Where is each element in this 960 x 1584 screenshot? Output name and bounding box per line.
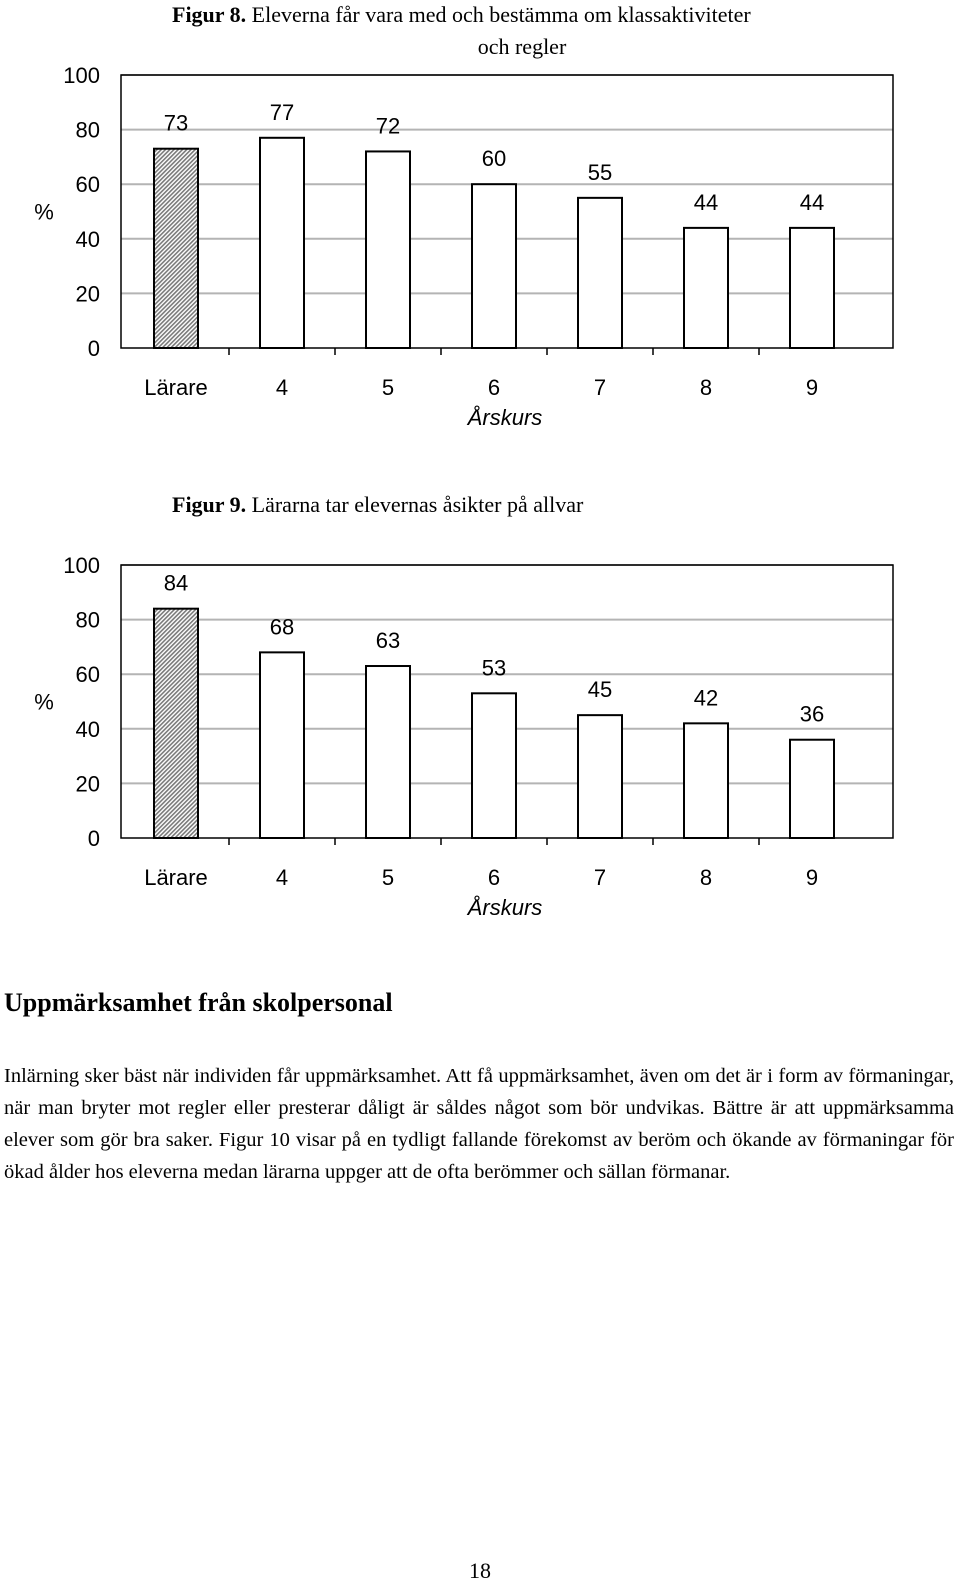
y-tick-label: 60 — [75, 662, 100, 688]
bar-4 — [260, 652, 304, 838]
y-tick-label: 40 — [75, 716, 100, 742]
data-label: 84 — [163, 570, 189, 596]
x-axis-label: Årskurs — [467, 405, 543, 430]
data-label: 72 — [375, 113, 401, 139]
data-label: 55 — [587, 159, 613, 185]
data-label: 45 — [587, 677, 613, 703]
chart-title-prefix: Figur 9. — [172, 492, 252, 517]
x-tick-label: 7 — [593, 865, 607, 890]
y-tick-label: 60 — [75, 172, 100, 198]
bar-7 — [578, 715, 622, 838]
x-axis-label: Årskurs — [467, 895, 543, 920]
data-label: 68 — [269, 614, 295, 640]
y-axis-label: % — [34, 199, 54, 225]
data-label: 77 — [269, 99, 295, 125]
bar-9 — [790, 740, 834, 838]
x-tick-label: 5 — [381, 865, 395, 890]
bar-4 — [260, 138, 304, 348]
y-tick-label: 80 — [75, 607, 100, 633]
data-label: 36 — [799, 701, 825, 727]
y-axis-label: % — [34, 689, 54, 715]
x-tick-label: 4 — [275, 375, 289, 400]
bar-6 — [472, 693, 516, 838]
data-label: 42 — [693, 685, 719, 711]
x-tick-label: Lärare — [144, 865, 208, 890]
chart-title — [172, 492, 584, 517]
bar-9 — [790, 228, 834, 348]
y-tick-label: 0 — [87, 336, 100, 361]
bar-5 — [366, 666, 410, 838]
y-tick-label: 20 — [75, 771, 100, 797]
chart-title-line: Eleverna får vara med och bestämma om klassaktiviteter — [251, 2, 751, 27]
data-label: 53 — [481, 655, 507, 681]
x-tick-label: 9 — [805, 375, 819, 400]
bar-larare — [154, 609, 198, 838]
chart-figur-8 — [0, 0, 960, 440]
y-tick-label: 0 — [87, 826, 100, 851]
bar-6 — [472, 184, 516, 348]
y-tick-label: 20 — [75, 281, 100, 307]
data-label: 73 — [163, 110, 189, 136]
data-label: 44 — [799, 189, 825, 215]
chart-figur-9 — [0, 490, 960, 930]
x-tick-label: 8 — [699, 375, 713, 400]
page-number: 18 — [469, 1558, 491, 1583]
chart-title — [172, 2, 751, 27]
x-tick-label: 6 — [487, 375, 501, 400]
y-tick-label: 100 — [63, 63, 100, 88]
chart-title-prefix: Figur 8. — [172, 2, 252, 27]
bar-7 — [578, 198, 622, 348]
bar-8 — [684, 228, 728, 348]
chart-title-line: Lärarna tar elevernas åsikter på allvar — [251, 492, 584, 517]
x-tick-label: 9 — [805, 865, 819, 890]
bar-larare — [154, 149, 198, 348]
y-tick-label: 100 — [63, 553, 100, 578]
x-tick-label: 8 — [699, 865, 713, 890]
bar-8 — [684, 723, 728, 838]
x-tick-label: 4 — [275, 865, 289, 890]
y-tick-label: 80 — [75, 117, 100, 143]
section-heading: Uppmärksamhet från skolpersonal — [4, 988, 393, 1017]
data-label: 63 — [375, 628, 401, 654]
chart-title-line-2: och regler — [477, 34, 567, 59]
data-label: 60 — [481, 146, 507, 172]
y-tick-label: 40 — [75, 226, 100, 252]
bar-5 — [366, 151, 410, 348]
x-tick-label: Lärare — [144, 375, 208, 400]
x-tick-label: 6 — [487, 865, 501, 890]
x-tick-label: 5 — [381, 375, 395, 400]
body-paragraph: Inlärning sker bäst när individen får uppmärksamhet. Att få uppmärksamhet, även om det är i form av förmaningar, när man bryter mot regler eller presterar dåligt är såldes något som bör undvikas. Bättre är att uppmärksamma elever som gör bra saker. Figur 10 visar på en tydligt fallande förekomst av beröm och ökande av förmaningar för ökad ålder hos eleverna medan lärarna uppger att de ofta berömmer och sällan förmanar. — [4, 1065, 954, 1183]
data-label: 44 — [693, 189, 719, 215]
x-tick-label: 7 — [593, 375, 607, 400]
